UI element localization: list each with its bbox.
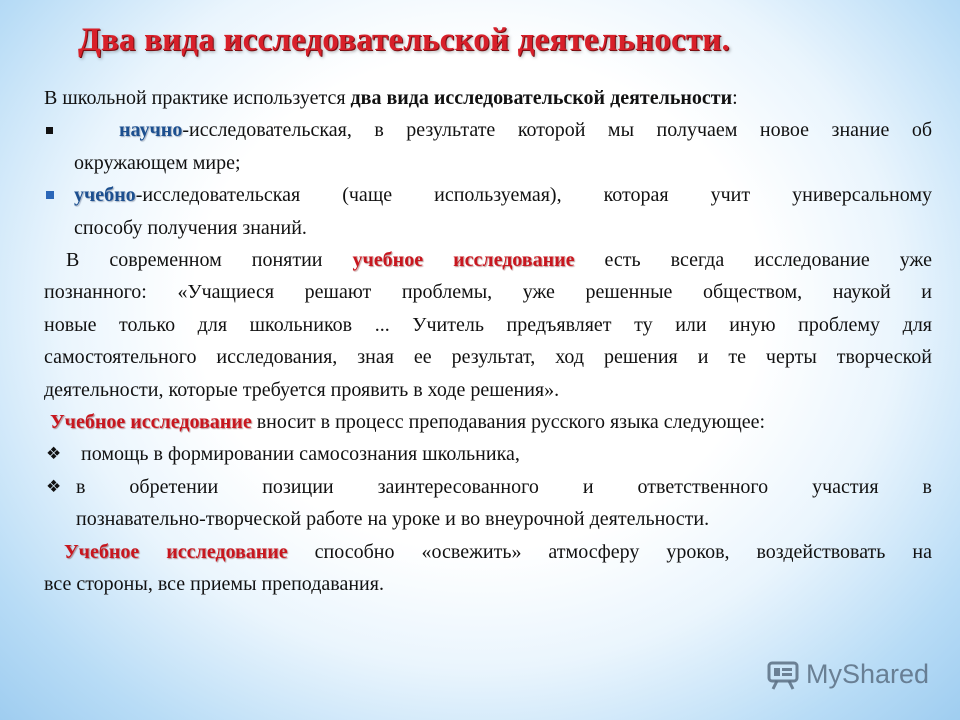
paragraph-text: способно «освежить» атмосферу уроков, воздействовать на <box>287 540 932 563</box>
paragraph-line: все стороны, все приемы преподавания. <box>44 573 384 596</box>
list-item-text: в обретении позиции заинтересованного и ответственного участия в <box>76 475 932 498</box>
diamond-bullet-icon: ❖ <box>46 476 62 497</box>
slide-title <box>78 22 878 59</box>
slide-title-text: Два вида исследовательской деятельности <box>78 22 722 58</box>
list-item-line <box>76 438 932 470</box>
paragraph-line <box>44 536 932 568</box>
term-nauchno: научно <box>119 119 183 142</box>
paragraph-line <box>44 244 932 276</box>
list-item-text: помощь в формировании самосознания школьника, <box>81 443 520 466</box>
list-item-nauchno <box>44 114 932 179</box>
paragraph-modern-concept <box>44 244 932 406</box>
list-item-text: -исследовательская (чаще используемая), которая учит универсальному <box>135 184 932 207</box>
paragraph-line: новые только для школьников ... Учитель предъявляет ту или иную проблему для <box>44 313 932 336</box>
list-item-text: -исследовательская, в результате которой мы получаем новое знание об <box>182 119 933 142</box>
presentation-board-icon <box>766 657 800 691</box>
diamond-bullet-icon: ❖ <box>46 444 62 465</box>
list-item-position <box>44 471 932 536</box>
list-item-line: познавательно-творческой работе на уроке и во внеурочной деятельности. <box>76 508 710 531</box>
paragraph-line: деятельности, которые требуется проявить в ходе решения». <box>44 378 560 401</box>
term-uchebnoe-issledovanie: Учебное исследование <box>50 411 252 434</box>
square-bullet-icon <box>46 114 66 146</box>
list-item-line: окружающем мире; <box>74 151 241 174</box>
paragraph-text: есть всегда исследование уже <box>574 249 932 272</box>
paragraph-contribution <box>44 406 932 438</box>
term-uchebno: учебно <box>74 184 136 207</box>
list-item-uchebno <box>44 179 932 244</box>
square-bullet-icon <box>46 179 66 211</box>
list-item-self-awareness <box>44 438 932 470</box>
intro-bold: два вида исследовательской деятельности <box>350 87 733 109</box>
watermark-logo <box>766 656 929 692</box>
term-uchebnoe-issledovanie: Учебное исследование <box>64 540 288 563</box>
paragraph-line: самостоятельного исследования, зная ее результат, ход решения и те черты творческой <box>44 346 932 369</box>
list-item-line <box>74 179 932 211</box>
intro-after: : <box>732 87 738 109</box>
paragraph-text: вносит в процесс преподавания русского языка следующее: <box>251 411 766 434</box>
list-item-line: способу получения знаний. <box>74 216 307 239</box>
paragraph-text: В современном понятии <box>66 249 353 272</box>
list-item-line <box>74 114 932 146</box>
intro-before: В школьной практике используется <box>44 87 351 109</box>
paragraph-line: познанного: «Учащиеся решают проблемы, уже решенные обществом, наукой и <box>44 281 932 304</box>
list-item-line <box>76 471 932 503</box>
paragraph-refresh <box>44 536 932 601</box>
intro-line <box>44 82 932 114</box>
term-uchebnoe-issledovanie: учебное исследование <box>352 249 575 272</box>
watermark-text: MyShared <box>806 658 930 689</box>
slide-title-dot: . <box>721 22 730 58</box>
slide-body <box>44 82 932 601</box>
